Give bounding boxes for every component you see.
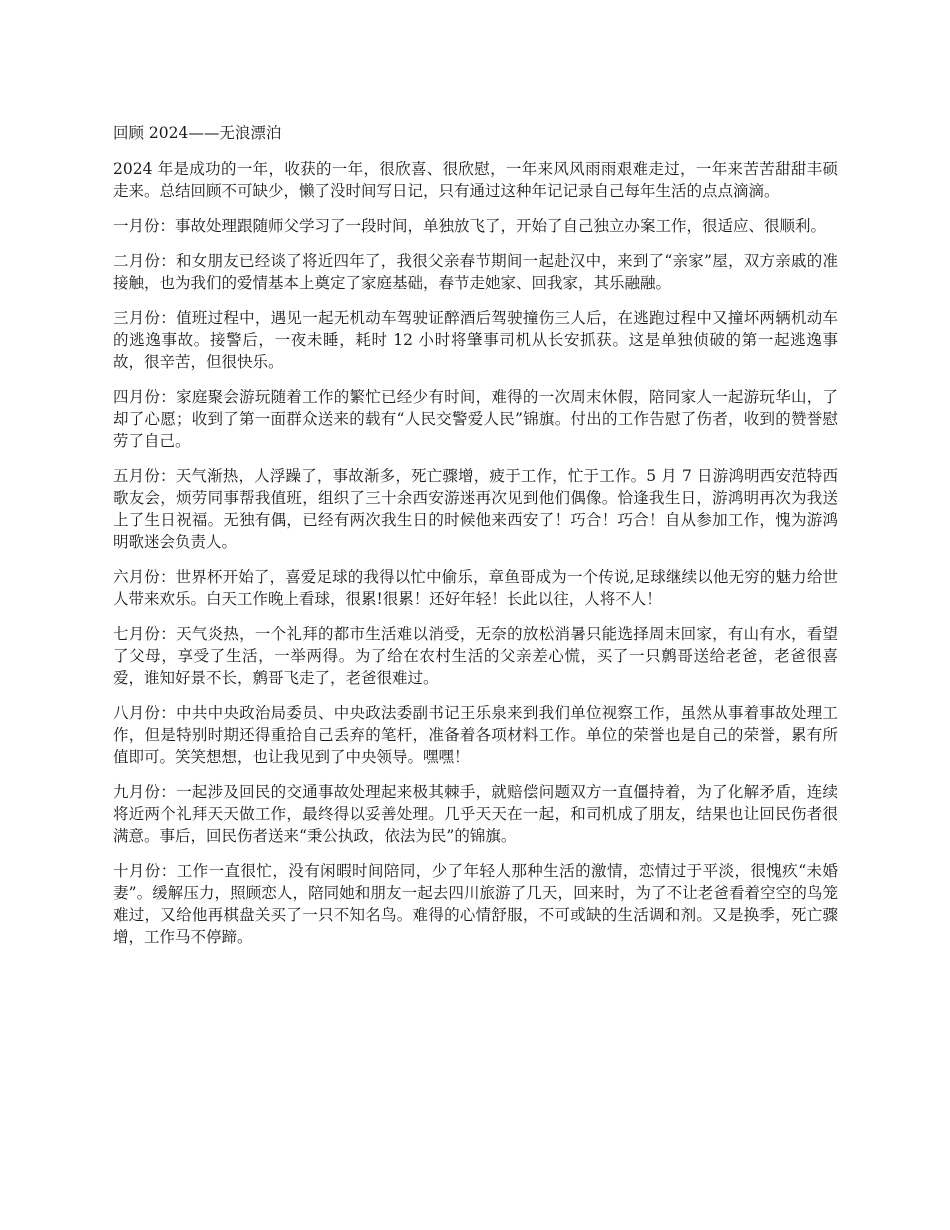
paragraph-march: 三月份：值班过程中，遇见一起无机动车驾驶证醉酒后驾驶撞伤三人后，在逃跑过程中又撞坏两辆机动车的逃逸事故。接警后，一夜未睡，耗时 12 小时将肇事司机从长安抓获。这是单独侦破的第一起逃逸事故，很辛苦，但很快乐。 bbox=[113, 309, 838, 371]
paragraph-intro: 2024 年是成功的一年，收获的一年，很欣喜、很欣慰，一年来风风雨雨艰难走过，一年来苦苦甜甜丰硕走来。总结回顾不可缺少，懒了没时间写日记，只有通过这种年记记录自己每年生活的点点滴滴。 bbox=[113, 160, 838, 200]
paragraph-april: 四月份：家庭聚会游玩随着工作的繁忙已经少有时间，难得的一次周末休假，陪同家人一起游玩华山，了却了心愿；收到了第一面群众送来的载有“人民交警爱人民”锦旗。付出的工作告慰了伤者，收到的赞誉慰劳了自己。 bbox=[113, 388, 838, 450]
document-title: 回顾 2024——无浪漂泊 bbox=[113, 124, 282, 142]
paragraph-august: 八月份：中共中央政治局委员、中央政法委副书记王乐泉来到我们单位视察工作，虽然从事着事故处理工作，但是特别时期还得重拾自己丢弃的笔杆，准备着各项材料工作。单位的荣誉也是自己的荣誉，累有所值即可。笑笑想想，也让我见到了中央领导。嘿嘿！ bbox=[113, 704, 838, 766]
paragraph-february: 二月份：和女朋友已经谈了将近四年了，我很父亲春节期间一起赴汉中，来到了“亲家”屋，双方亲戚的准接触，也为我们的爱情基本上奠定了家庭基础，春节走她家、回我家，其乐融融。 bbox=[113, 252, 838, 292]
paragraph-september: 九月份：一起涉及回民的交通事故处理起来极其棘手，就赔偿问题双方一直僵持着，为了化解矛盾，连续将近两个礼拜天天做工作，最终得以妥善处理。几乎天天在一起，和司机成了朋友，结果也让回民伤者很满意。事后，回民伤者送来“秉公执政，依法为民”的锦旗。 bbox=[113, 783, 838, 845]
document-body bbox=[113, 118, 838, 961]
paragraph-june: 六月份：世界杯开始了，喜爱足球的我得以忙中偷乐，章鱼哥成为一个传说,足球继续以他无穷的魅力给世人带来欢乐。白天工作晚上看球，很累!很累！还好年轻！长此以往，人将不人！ bbox=[113, 568, 838, 608]
paragraph-january: 一月份：事故处理跟随师父学习了一段时间，单独放飞了，开始了自己独立办案工作，很适应、很顺利。 bbox=[113, 217, 827, 235]
paragraph-july: 七月份：天气炎热，一个礼拜的都市生活难以消受，无奈的放松消暑只能选择周末回家，有山有水，看望了父母，享受了生活，一举两得。为了给在农村生活的父亲差心慌，买了一只鹩哥送给老爸，老爸很喜爱，谁知好景不长，鹩哥飞走了，老爸很难过。 bbox=[113, 625, 838, 687]
paragraph-may: 五月份：天气渐热，人浮躁了，事故渐多，死亡骤增，疲于工作，忙于工作。5 月 7 日游鸿明西安范特西歌友会，烦劳同事帮我值班，组织了三十余西安游迷再次见到他们偶像。恰逢我生日，游鸿明再次为我送上了生日祝福。无独有偶，已经有两次我生日的时候他来西安了！巧合！巧合！自从参加工作，愧为游鸿明歌迷会负责人。 bbox=[113, 467, 838, 551]
paragraph-october: 十月份：工作一直很忙，没有闲暇时间陪同，少了年轻人那种生活的激情，恋情过于平淡，很愧疚“未婚妻”。缓解压力，照顾恋人，陪同她和朋友一起去四川旅游了几天，回来时，为了不让老爸看着空空的鸟笼难过，又给他再棋盘关买了一只不知名鸟。难得的心情舒服，不可或缺的生活调和剂。又是换季，死亡骤增，工作马不停蹄。 bbox=[113, 862, 838, 946]
